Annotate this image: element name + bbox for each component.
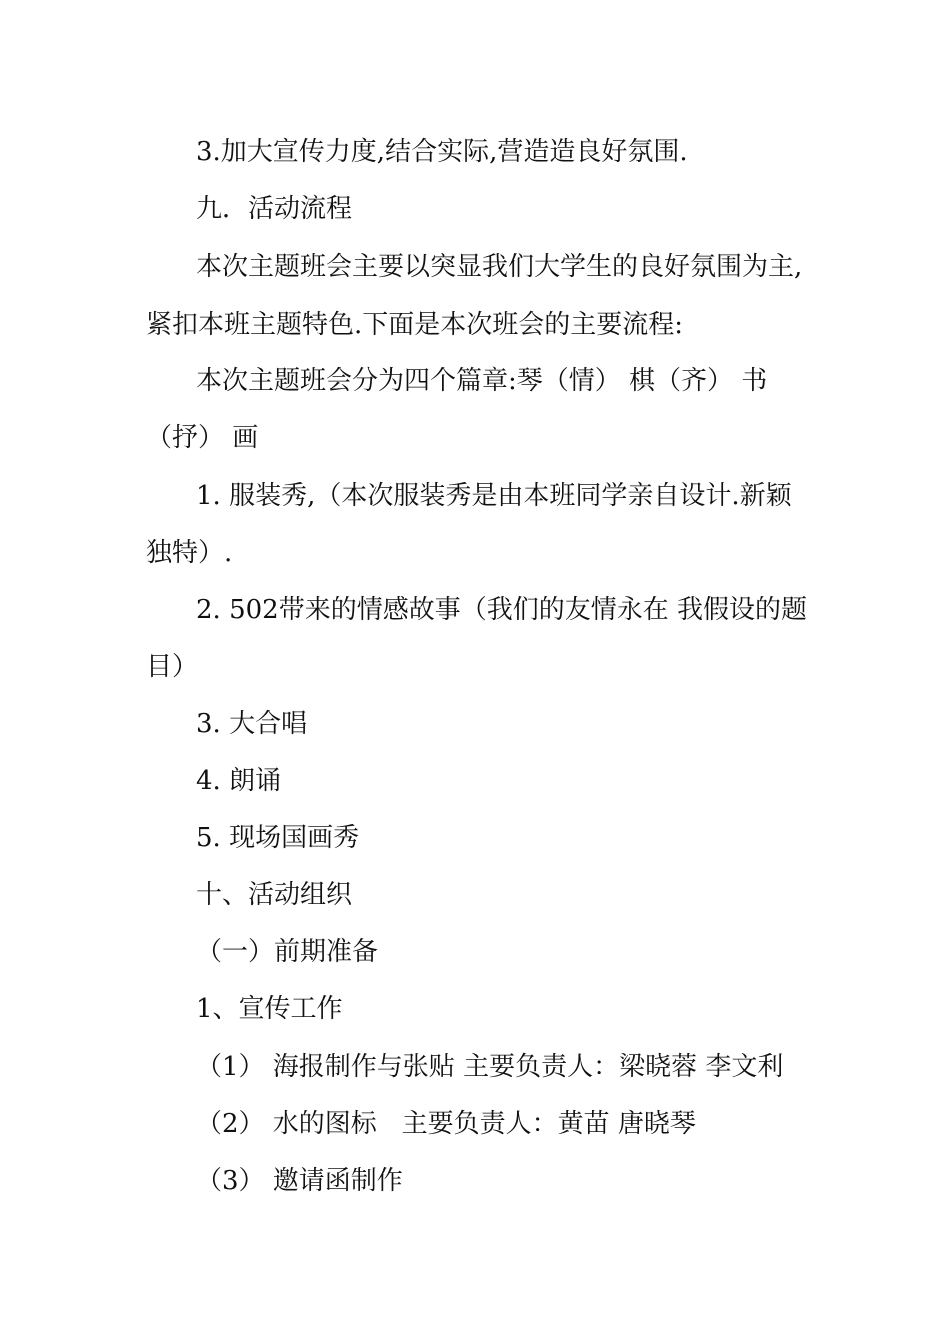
list-item: （2） 水的图标 主要负责人：黄苗 唐晓琴 bbox=[196, 1109, 696, 1139]
text-line: （抒） 画 bbox=[146, 423, 259, 453]
list-item: 1. 服装秀,（本次服装秀是由本班同学亲自设计.新颖 bbox=[196, 481, 792, 511]
text-line: 3.加大宣传力度,结合实际,营造造良好氛围. bbox=[196, 137, 688, 167]
text-line: 紧扣本班主题特色.下面是本次班会的主要流程: bbox=[146, 310, 684, 340]
list-item: 5. 现场国画秀 bbox=[196, 823, 360, 853]
list-item: （3） 邀请函制作 bbox=[196, 1166, 403, 1196]
text-line: 目） bbox=[146, 652, 199, 682]
list-item: （1） 海报制作与张贴 主要负责人：梁晓蓉 李文利 bbox=[196, 1052, 784, 1082]
text-line: 独特）. bbox=[146, 538, 233, 568]
text-line: 本次主题班会主要以突显我们大学生的良好氛围为主, bbox=[196, 252, 803, 282]
section-heading-10: 十、活动组织 bbox=[196, 880, 353, 910]
section-heading-9: 九．活动流程 bbox=[196, 194, 353, 224]
subsection-heading: （一）前期准备 bbox=[196, 937, 379, 967]
list-item: 4. 朗诵 bbox=[196, 766, 282, 796]
list-item: 1、宣传工作 bbox=[196, 994, 343, 1024]
list-item: 2. 502带来的情感故事（我们的友情永在 我假设的题 bbox=[196, 595, 807, 625]
text-line: 本次主题班会分为四个篇章:琴（情） 棋（齐） 书 bbox=[196, 366, 768, 396]
list-item: 3. 大合唱 bbox=[196, 709, 308, 739]
